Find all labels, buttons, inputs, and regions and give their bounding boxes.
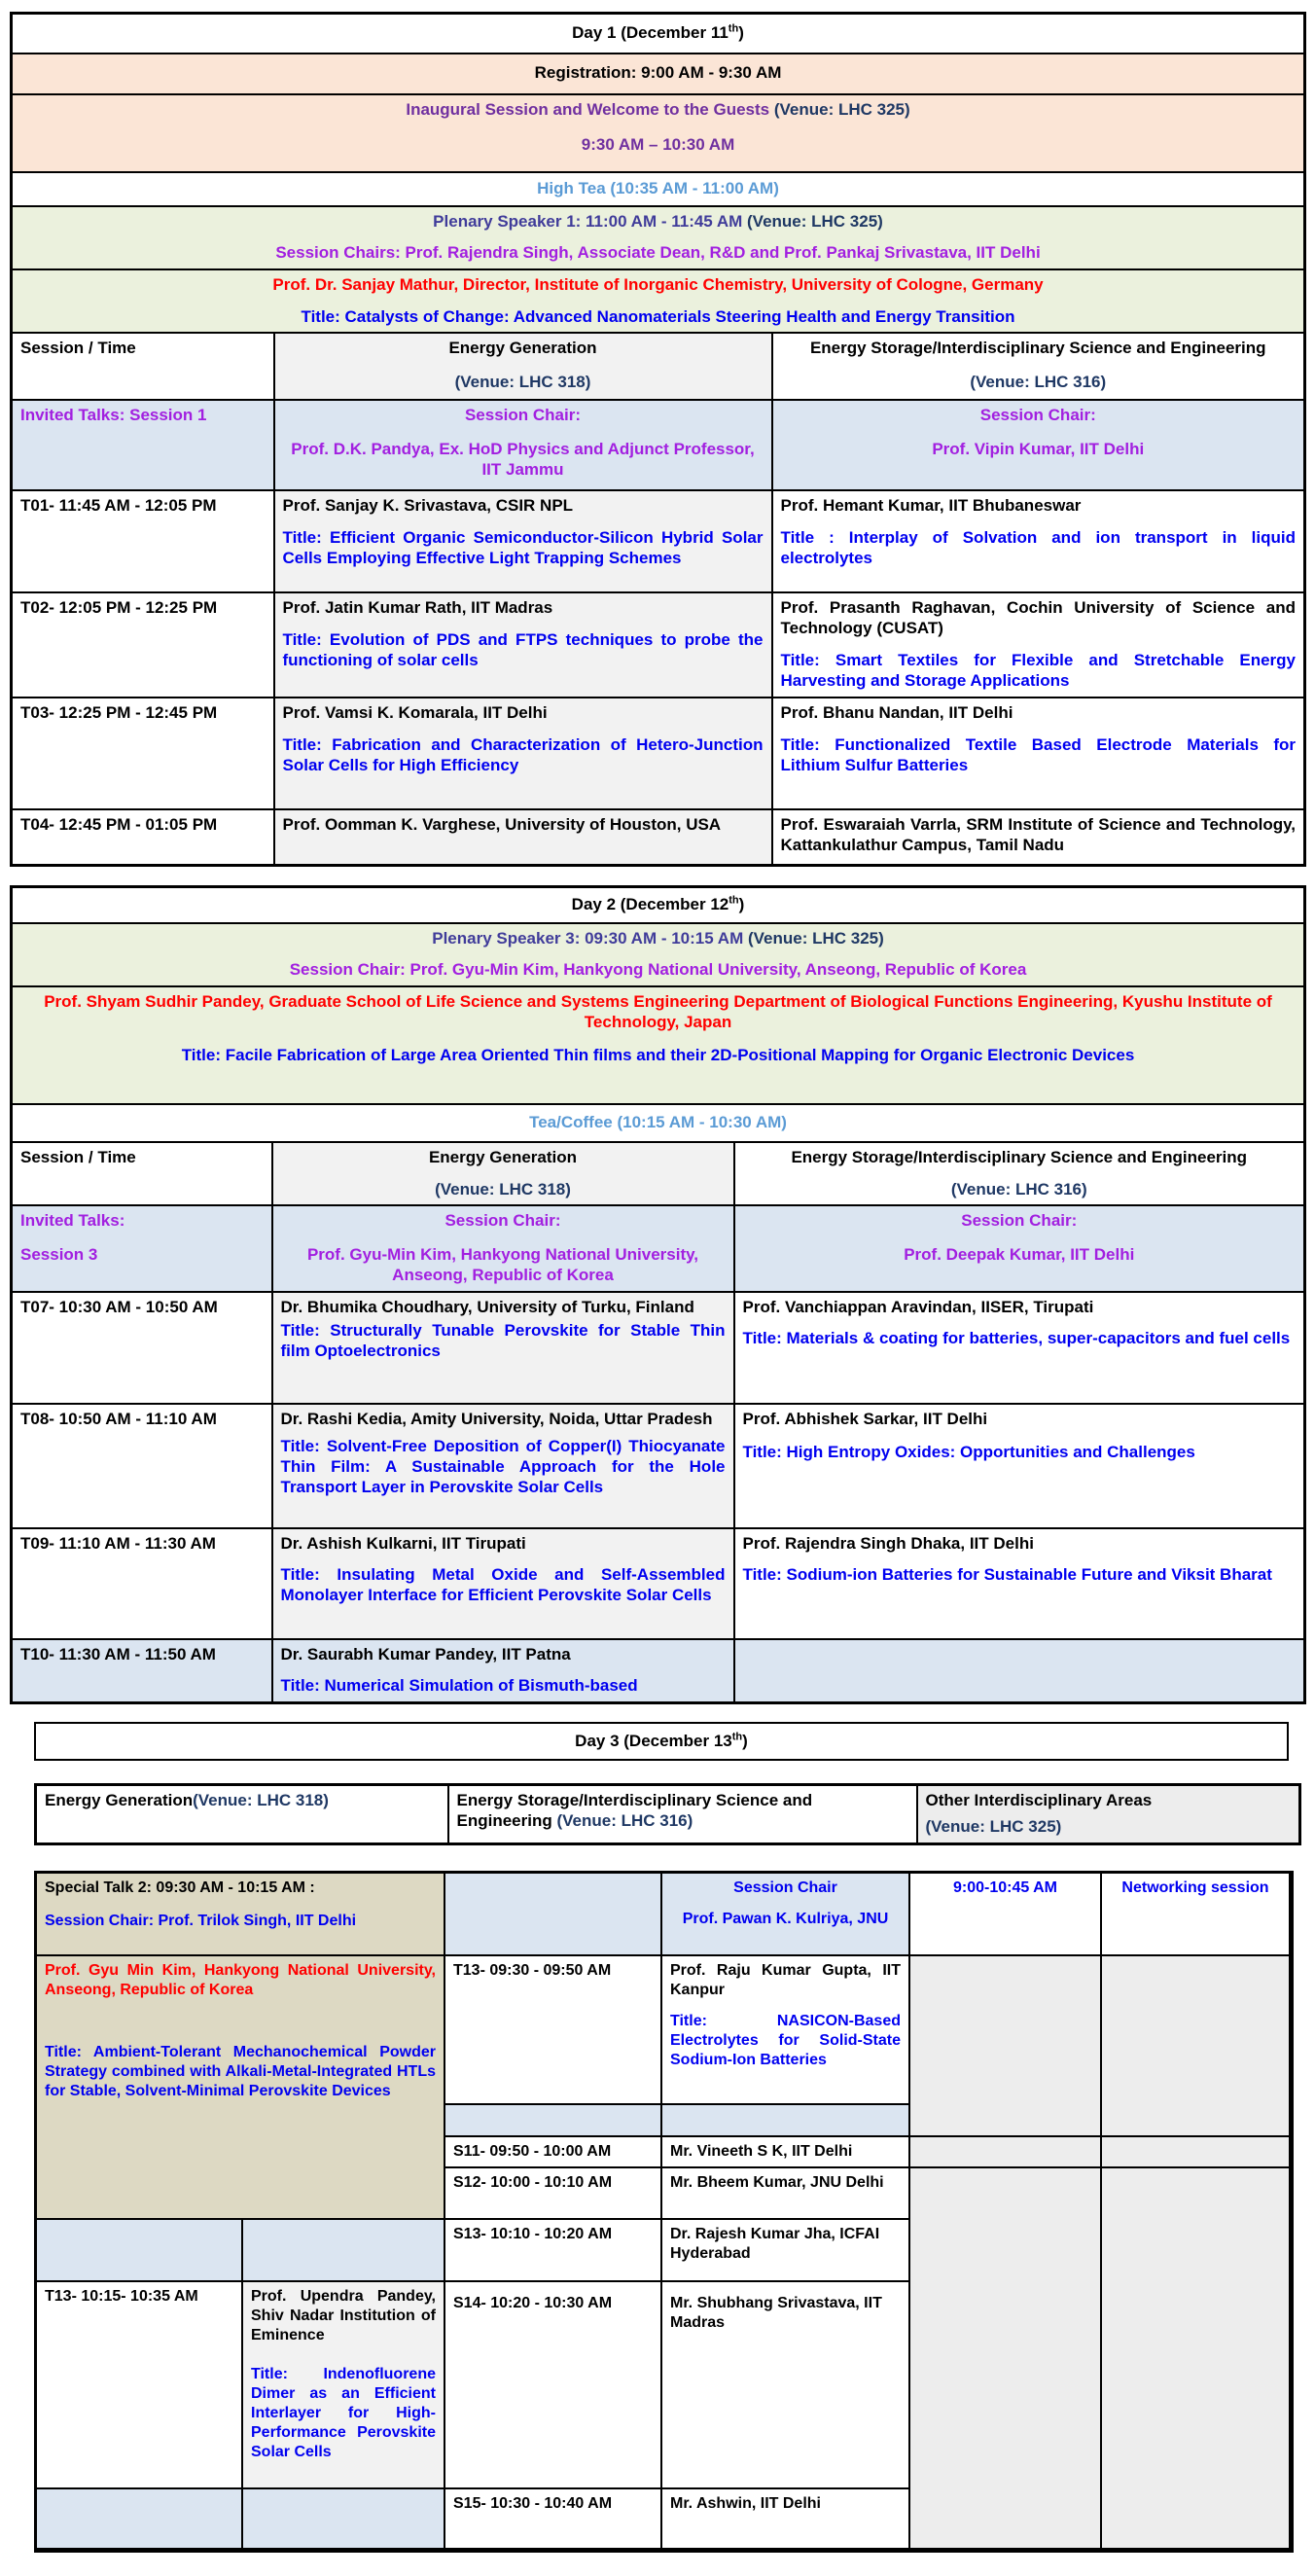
speaker-name: Mr. Ashwin, IIT Delhi: [662, 2489, 910, 2550]
column-header-energy-generation: [272, 1142, 734, 1205]
empty-cell: [1102, 2168, 1291, 2550]
column-header-energy-generation: [274, 333, 772, 400]
day2-keynote-row: [12, 986, 1305, 1104]
speaker-name: Prof. Sanjay K. Srivastava, CSIR NPL: [282, 496, 574, 516]
ordinal-superscript: th: [729, 894, 739, 907]
day1-title-row: [12, 14, 1305, 54]
speaker-name: Prof. Abhishek Sarkar, IIT Delhi: [742, 1409, 988, 1428]
track-venue: (Venue: LHC 325): [925, 1816, 1062, 1836]
talk-time: T01- 11:45 AM - 12:05 PM: [12, 490, 274, 592]
talk-title: Title: Fabrication and Characterization of Hetero-Junction Solar Cells for High Efficiency: [282, 735, 764, 774]
track-venue: (Venue: LHC 318): [454, 373, 591, 392]
talk-cell: [772, 698, 1305, 809]
empty-cell: [243, 2220, 445, 2282]
speaker-name: Dr. Ashish Kulkarni, IIT Tirupati: [280, 1533, 526, 1553]
speaker-name: Prof. Gyu Min Kim, Hankyong National University, Anseong, Republic of Korea: [45, 1962, 436, 1998]
empty-cell: [910, 2137, 1102, 2168]
talk-cell: [772, 592, 1305, 698]
talk-time: T09- 11:10 AM - 11:30 AM: [12, 1528, 272, 1639]
talk-cell: [772, 490, 1305, 592]
track-venue: (Venue: LHC 316): [970, 373, 1107, 392]
talk-time: S11- 09:50 - 10:00 AM: [445, 2137, 662, 2168]
talk-title: Title: Solvent-Free Deposition of Copper(I) Thiocyanate Thin Film: A Sustainable Approach for the Hole Transport Layer in Perovskite Solar Cells: [280, 1437, 726, 1496]
talk-row-t07: [12, 1292, 1305, 1404]
talk-title: Title: Ambient-Tolerant Mechanochemical Powder Strategy combined with Alkali-Metal-Integrated HTLs for Stable, Solvent-Minimal Perovskite Devices: [45, 2044, 436, 2099]
keynote1-cell: [12, 269, 1305, 333]
plenary1-line: [20, 212, 1296, 233]
talk-title: Title: Smart Textiles for Flexible and Stretchable Energy Harvesting and Storage Applications: [780, 650, 1297, 690]
day1-registration-row: [12, 54, 1305, 94]
ordinal-superscript: th: [728, 22, 739, 35]
talk-title: Title: Functionalized Textile Based Electrode Materials for Lithium Sulfur Batteries: [780, 735, 1297, 774]
talk-cell: [662, 1956, 910, 2105]
talk-cell: [272, 1292, 734, 1404]
session-chair-cell: [734, 1205, 1305, 1291]
column-header-energy-storage: [734, 1142, 1305, 1205]
speaker-name: Mr. Bheem Kumar, JNU Delhi: [662, 2168, 910, 2220]
speaker-name: Prof. Vamsi K. Komarala, IIT Delhi: [282, 703, 548, 723]
day3-title: Day 3 (December 13th): [575, 1731, 748, 1750]
talk-row-t01: [12, 490, 1305, 592]
tea-coffee-label: Tea/Coffee (10:15 AM - 10:30 AM): [12, 1104, 1305, 1142]
talk-cell: [734, 1404, 1305, 1528]
empty-cell: [910, 1956, 1102, 2137]
keynote2-cell: [12, 986, 1305, 1104]
day1-keynote-row: [12, 269, 1305, 333]
day1-invited-talks-row: [12, 400, 1305, 490]
speaker-name: Prof. Eswaraiah Varrla, SRM Institute of Science and Technology, Kattankulathur Campus, Tamil Nadu: [780, 815, 1297, 855]
talk-time: T08- 10:50 AM - 11:10 AM: [12, 1404, 272, 1528]
keynote2-speaker: Prof. Shyam Sudhir Pandey, Graduate School of Life Science and Systems Engineering Department of Biological Functions Engineering, Kyushu Institute of Technology, Japan: [44, 991, 1272, 1031]
talk-time: T03- 12:25 PM - 12:45 PM: [12, 698, 274, 809]
talk-time: T13- 10:15- 10:35 AM: [37, 2282, 243, 2489]
talk-time: T13- 09:30 - 09:50 AM: [445, 1956, 662, 2105]
speaker-name: Dr. Rajesh Kumar Jha, ICFAI Hyderabad: [662, 2220, 910, 2282]
talk-cell: [734, 1292, 1305, 1404]
session-chair-name: Prof. Pawan K. Kulriya, JNU: [682, 1911, 889, 1927]
day2-plenary-row: [12, 923, 1305, 986]
session-chair-label: Session Chair: [733, 1879, 837, 1896]
day2-schedule-table: [10, 885, 1306, 1704]
empty-cell: [910, 2168, 1102, 2550]
talk-cell: [274, 809, 772, 865]
talk-time: T07- 10:30 AM - 10:50 AM: [12, 1292, 272, 1404]
talk-row-t03: [12, 698, 1305, 809]
column-header-session-time: Session / Time: [12, 1142, 272, 1205]
speaker-name: Prof. Prasanth Raghavan, Cochin University of Science and Technology (CUSAT): [780, 598, 1297, 638]
talk-cell: [734, 1528, 1305, 1639]
talk-title: Title: Numerical Simulation of Bismuth-based: [280, 1676, 638, 1696]
speaker-name: Dr. Saurabh Kumar Pandey, IIT Patna: [280, 1644, 571, 1664]
talk-title: Title: Efficient Organic Semiconductor-Silicon Hybrid Solar Cells Employing Effective Light Trapping Schemes: [282, 528, 764, 567]
day1-high-tea-row: [12, 172, 1305, 206]
plenary1-text: Plenary Speaker 1: 11:00 AM - 11:45 AM: [433, 211, 743, 231]
talk-row-t04: [12, 809, 1305, 865]
inaugural-session-cell: [12, 94, 1305, 172]
plenary1-cell: [12, 206, 1305, 269]
time-slot-cell: 9:00-10:45 AM: [910, 1874, 1102, 1956]
speaker-name: Prof. Hemant Kumar, IIT Bhubaneswar: [780, 496, 1082, 516]
day1-schedule-table: [10, 12, 1306, 867]
talk-title: Title: Structurally Tunable Perovskite for Stable Thin film Optoelectronics: [280, 1321, 726, 1361]
talk-time: T10- 11:30 AM - 11:50 AM: [12, 1639, 272, 1703]
track-name: Energy Generation: [428, 1147, 578, 1166]
session-chair-label: Session Chair:: [464, 406, 582, 425]
speaker-name: Prof. Bhanu Nandan, IIT Delhi: [780, 703, 1013, 723]
empty-cell: [1102, 2137, 1291, 2168]
speaker-name: Prof. Vanchiappan Aravindan, IISER, Tirupati: [742, 1297, 1094, 1316]
special-talk-chair: Session Chair: Prof. Trilok Singh, IIT Delhi: [45, 1913, 357, 1929]
talk-row-t10: [12, 1639, 1305, 1703]
empty-cell: [37, 2220, 243, 2282]
talk-cell: [274, 698, 772, 809]
session-chair-cell: [272, 1205, 734, 1291]
day2-title: Day 2 (December 12th): [12, 887, 1305, 923]
registration-label: Registration: 9:00 AM - 9:30 AM: [12, 54, 1305, 94]
day3-title-box: [34, 1722, 1289, 1761]
empty-cell: [1102, 1956, 1291, 2137]
day3-track-header-table: [34, 1783, 1301, 1845]
talk-cell: [734, 1639, 1305, 1703]
plenary1-chairs: Session Chairs: Prof. Rajendra Singh, Associate Dean, R&D and Prof. Pankaj Srivastava, IIT Delhi: [275, 243, 1041, 263]
track-venue: (Venue: LHC 318): [193, 1791, 329, 1809]
speaker-name: Mr. Vineeth S K, IIT Delhi: [662, 2137, 910, 2168]
day3-track-header-row: [36, 1785, 1300, 1844]
plenary1-venue: (Venue: LHC 325): [742, 211, 883, 231]
networking-session-cell: Networking session: [1102, 1874, 1291, 1956]
talk-cell: [243, 2282, 445, 2489]
track-name: Energy Generation: [448, 339, 597, 358]
track-name: Energy Generation: [45, 1791, 194, 1809]
inaugural-line: [20, 100, 1296, 121]
day3-schedule-grid: [34, 1871, 1294, 2553]
session-chair-label: Session Chair:: [961, 1211, 1078, 1231]
talk-time: S15- 10:30 - 10:40 AM: [445, 2489, 662, 2550]
day2-column-header-row: [12, 1142, 1305, 1205]
talk-title: Title: Indenofluorene Dimer as an Efficient Interlayer for High-Performance Perovskite Solar Cells: [251, 2366, 436, 2460]
talk-time: S12- 10:00 - 10:10 AM: [445, 2168, 662, 2220]
track-energy-storage: [448, 1785, 917, 1844]
plenary3-cell: [12, 923, 1305, 986]
day1-plenary-row: [12, 206, 1305, 269]
session-chair-name: Prof. Gyu-Min Kim, Hankyong National University, Anseong, Republic of Korea: [306, 1245, 699, 1284]
speaker-name: Dr. Bhumika Choudhary, University of Turku, Finland: [280, 1297, 694, 1316]
day1-title: Day 1 (December 11th): [12, 14, 1305, 54]
special-talk-cell: [37, 1874, 445, 1956]
session-chair-label: Session Chair:: [979, 406, 1096, 425]
keynote2-title: Title: Facile Fabrication of Large Area Oriented Thin films and their 2D-Positional Mapping for Organic Electronic Devices: [181, 1046, 1135, 1065]
column-header-energy-storage: [772, 333, 1305, 400]
day1-column-header-row: [12, 333, 1305, 400]
day2-title-row: [12, 887, 1305, 923]
invited-talks-label: Invited Talks: Session 3: [12, 1205, 272, 1291]
empty-cell: [662, 2105, 910, 2137]
inaugural-time: 9:30 AM – 10:30 AM: [581, 135, 735, 155]
session-chair-name: Prof. Vipin Kumar, IIT Delhi: [932, 440, 1145, 459]
track-energy-generation: [36, 1785, 448, 1844]
speaker-name: Dr. Rashi Kedia, Amity University, Noida, Uttar Pradesh: [280, 1409, 713, 1428]
speaker-name: Prof. Raju Kumar Gupta, IIT Kanpur: [670, 1962, 901, 1998]
speaker-name: Mr. Shubhang Srivastava, IIT Madras: [662, 2282, 910, 2489]
inaugural-venue: (Venue: LHC 325): [769, 99, 910, 119]
empty-cell: [445, 2105, 662, 2137]
session-chair-cell: [662, 1874, 910, 1956]
empty-cell: [37, 2489, 243, 2550]
session-chair-cell: [772, 400, 1305, 490]
session-chair-name: Prof. D.K. Pandya, Ex. HoD Physics and Adjunct Professor, IIT Jammu: [291, 440, 755, 479]
empty-cell: [445, 1874, 662, 1956]
talk-cell: [274, 490, 772, 592]
track-name: Energy Storage/Interdisciplinary Science and Engineering: [791, 1147, 1248, 1166]
inaugural-text: Inaugural Session and Welcome to the Guests: [406, 99, 770, 119]
empty-cell: [243, 2489, 445, 2550]
keynote1-title: Title: Catalysts of Change: Advanced Nanomaterials Steering Health and Energy Transition: [301, 306, 1015, 326]
plenary3-chair: Session Chair: Prof. Gyu-Min Kim, Hankyong National University, Anseong, Republic of Korea: [289, 960, 1027, 980]
talk-title: Title: Insulating Metal Oxide and Self-Assembled Monolayer Interface for Efficient Perovskite Solar Cells: [280, 1565, 726, 1605]
invited-talks-label: Invited Talks: Session 1: [12, 400, 274, 490]
track-name: Other Interdisciplinary Areas: [925, 1791, 1153, 1809]
talk-title: Title: Evolution of PDS and FTPS techniques to probe the functioning of solar cells: [282, 630, 764, 669]
special-talk-time: Special Talk 2: 09:30 AM - 10:15 AM :: [45, 1879, 315, 1896]
day2-invited-talks-row: [12, 1205, 1305, 1291]
plenary3-venue: (Venue: LHC 325): [743, 928, 884, 948]
talk-cell: [272, 1404, 734, 1528]
ordinal-superscript: th: [731, 1731, 743, 1743]
column-header-session-time: Session / Time: [12, 333, 274, 400]
session-chair-cell: [274, 400, 772, 490]
high-tea-label: High Tea (10:35 AM - 11:00 AM): [12, 172, 1305, 206]
talk-row-t02: [12, 592, 1305, 698]
track-venue: (Venue: LHC 318): [435, 1179, 571, 1199]
talk-title: Title: High Entropy Oxides: Opportunities and Challenges: [742, 1443, 1195, 1462]
talk-title: Title: NASICON-Based Electrolytes for Solid-State Sodium-Ion Batteries: [670, 2013, 901, 2068]
session-chair-label: Session Chair:: [444, 1211, 561, 1231]
day2-tea-row: [12, 1104, 1305, 1142]
talk-title: Title: Sodium-ion Batteries for Sustainable Future and Viksit Bharat: [742, 1565, 1272, 1585]
speaker-name: Prof. Jatin Kumar Rath, IIT Madras: [282, 598, 553, 618]
track-venue: (Venue: LHC 316): [950, 1179, 1087, 1199]
track-venue: (Venue: LHC 316): [556, 1810, 693, 1830]
speaker-name: Prof. Oomman K. Varghese, University of Houston, USA: [282, 815, 722, 835]
speaker-name: Prof. Rajendra Singh Dhaka, IIT Delhi: [742, 1533, 1034, 1553]
talk-time: S13- 10:10 - 10:20 AM: [445, 2220, 662, 2282]
talk-cell: [272, 1639, 734, 1703]
talk-time: T04- 12:45 PM - 01:05 PM: [12, 809, 274, 865]
talk-row-t09: [12, 1528, 1305, 1639]
plenary3-text: Plenary Speaker 3: 09:30 AM - 10:15 AM: [432, 928, 744, 948]
talk-title: Title: Materials & coating for batteries, super-capacitors and fuel cells: [742, 1329, 1291, 1348]
talk-title: Title : Interplay of Solvation and ion transport in liquid electrolytes: [780, 528, 1297, 567]
talk-cell: [274, 592, 772, 698]
track-other-areas: [917, 1785, 1300, 1844]
talk-time: T02- 12:05 PM - 12:25 PM: [12, 592, 274, 698]
keynote1-speaker: Prof. Dr. Sanjay Mathur, Director, Institute of Inorganic Chemistry, University of Cologne, Germany: [272, 274, 1044, 294]
speaker-name: Prof. Upendra Pandey, Shiv Nadar Institution of Eminence: [251, 2288, 436, 2343]
talk-time: S14- 10:20 - 10:30 AM: [445, 2282, 662, 2489]
track-name: Energy Storage/Interdisciplinary Science and Engineering: [456, 1791, 813, 1830]
plenary3-line: [20, 929, 1296, 949]
talk-cell: [772, 809, 1305, 865]
track-name: Energy Storage/Interdisciplinary Science and Engineering: [809, 339, 1266, 358]
talk-cell: [272, 1528, 734, 1639]
talk-row-t08: [12, 1404, 1305, 1528]
session-chair-name: Prof. Deepak Kumar, IIT Delhi: [904, 1245, 1135, 1265]
gyu-min-kim-cell: [37, 1956, 445, 2220]
day1-inaugural-row: [12, 94, 1305, 172]
